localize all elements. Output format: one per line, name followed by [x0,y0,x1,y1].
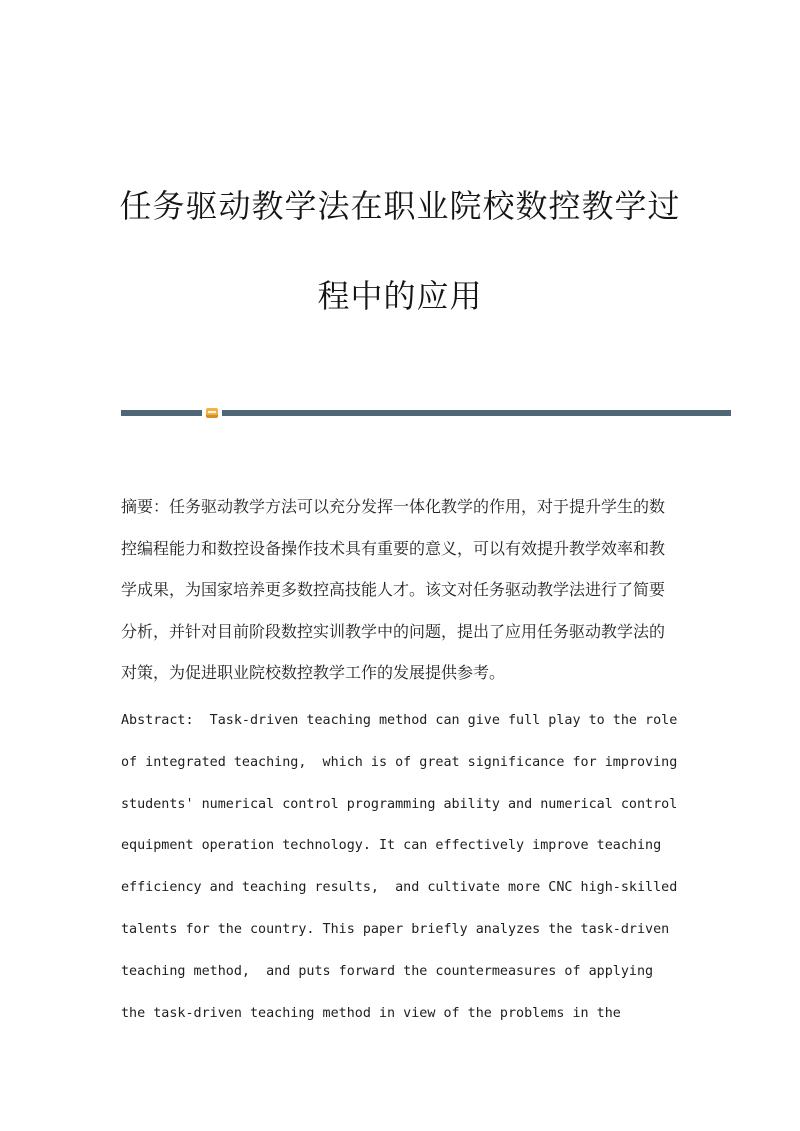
abstract-cn-line: 分析，并针对目前阶段数控实训教学中的问题，提出了应用任务驱动教学法的 [121,621,666,641]
title-divider [121,408,731,418]
abstract-cn-line: 学成果，为国家培养更多数控高技能人才。该文对任务驱动教学法进行了简要 [121,580,666,600]
abstract-en-line: of integrated teaching, which is of great significance for improving [121,754,678,770]
abstract-cn-line: 摘要：任务驱动教学方法可以充分发挥一体化教学的作用，对于提升学生的数 [121,497,666,516]
abstract-english [121,700,701,1034]
abstract-en-line: talents for the country. This paper briefly analyzes the task-driven [121,921,670,937]
title-line-2: 程中的应用 [317,277,483,315]
divider-bar-left [121,410,202,416]
abstract-en-line: efficiency and teaching results, and cultivate more CNC high-skilled [121,880,678,896]
divider-bar-right [222,410,731,416]
document-title [0,182,800,320]
abstract-cn-line: 控编程能力和数控设备操作技术具有重要的意义，可以有效提升教学效率和教 [121,538,666,558]
abstract-en-line: Abstract: Task-driven teaching method can give full play to the role [121,713,678,728]
abstract-chinese [121,486,681,694]
abstract-cn-line: 对策，为促进职业院校数控教学工作的发展提供参考。 [121,663,506,683]
title-line-1: 任务驱动教学法在职业院校数控教学过 [119,187,681,225]
abstract-en-line: students' numerical control programming ability and numerical control [121,796,678,812]
abstract-en-line: equipment operation technology. It can effectively improve teaching [121,838,662,854]
abstract-en-line: the task-driven teaching method in view of the problems in the [121,1005,621,1021]
abstract-en-line: teaching method, and puts forward the countermeasures of applying [121,963,654,979]
divider-emblem-icon [206,408,218,418]
